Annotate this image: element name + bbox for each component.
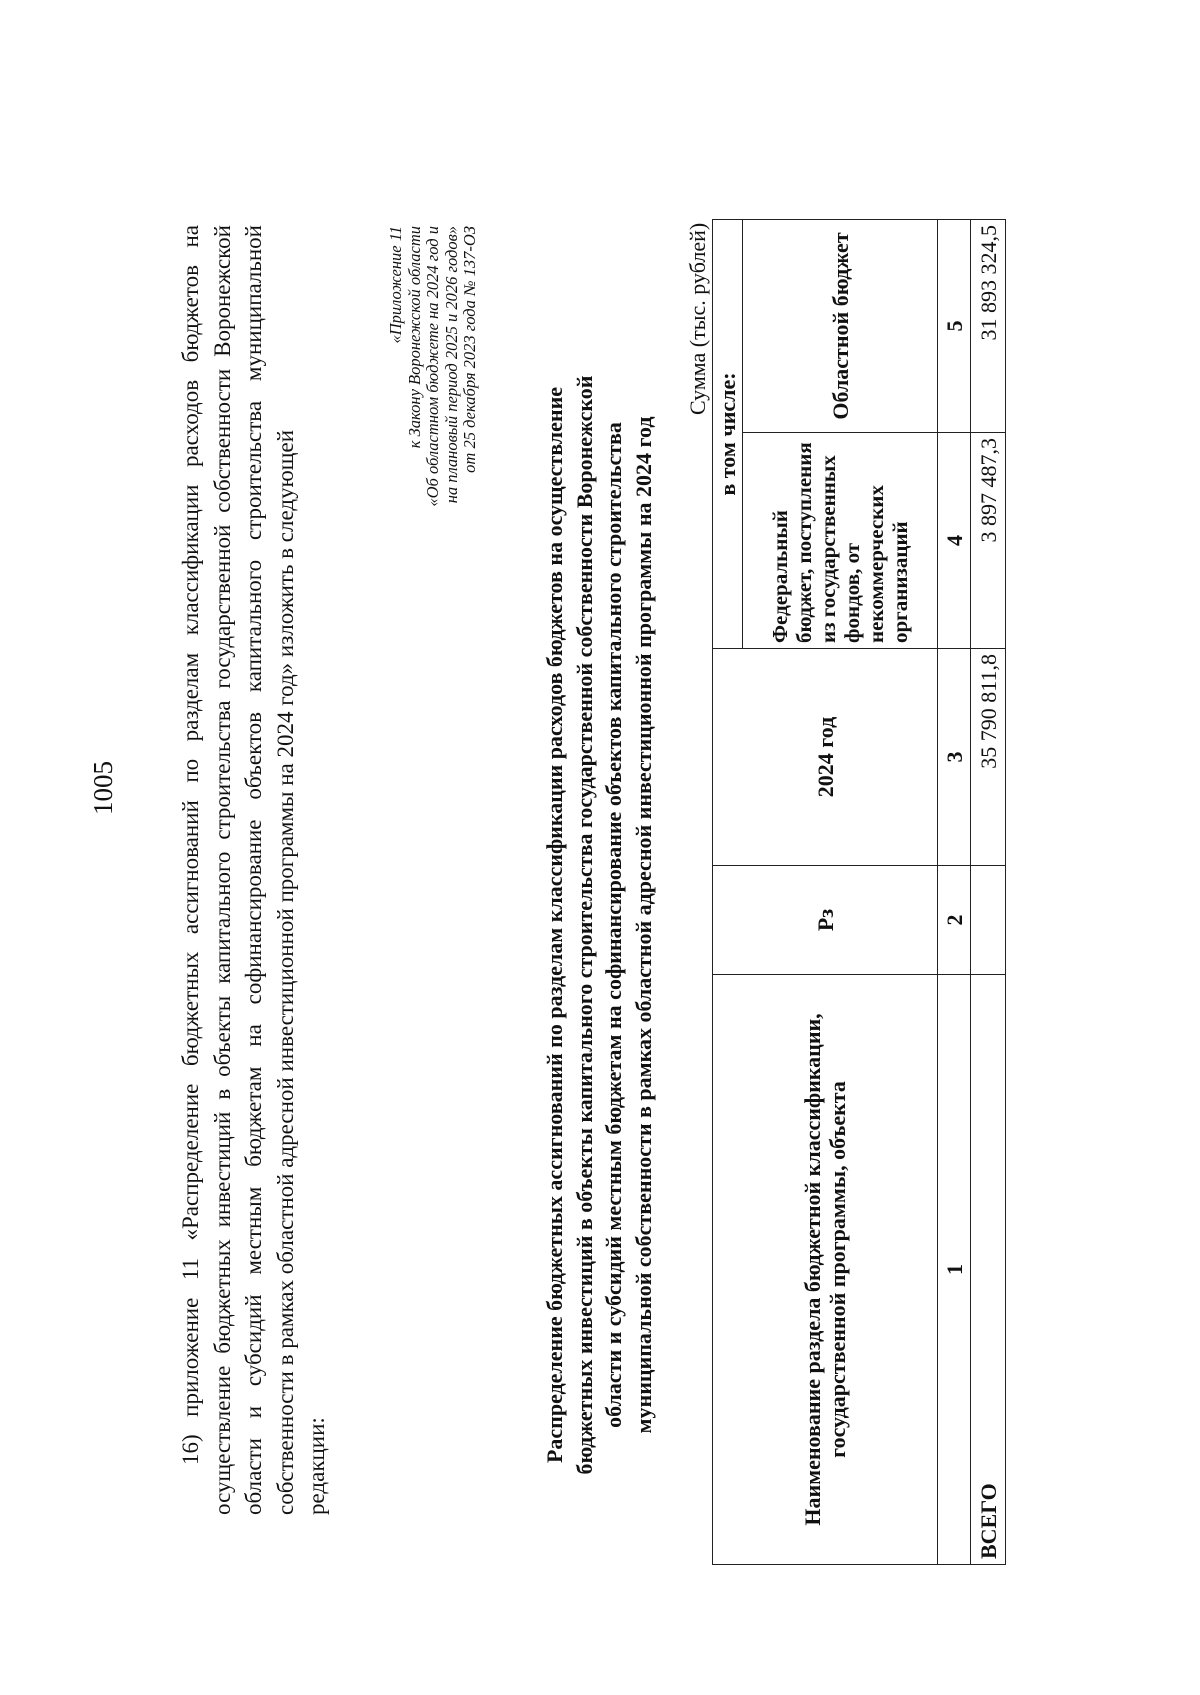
- epigraph-line: «Об областном бюджете на 2024 год и: [423, 226, 442, 507]
- title-line: области и субсидий местным бюджетам на софинансирование объектов капитального строительства: [601, 422, 626, 1428]
- title-line: бюджетных инвестиций в объекты капитального строительства государственной собственности Воронежской: [571, 375, 597, 1475]
- row-rz: [971, 866, 1006, 975]
- epigraph-line: на плановый период 2025 и 2026 годов»: [441, 226, 461, 504]
- table-row: [971, 220, 1006, 1565]
- epigraph-line: к Закону Воронежской области: [404, 226, 424, 449]
- intro-paragraph: [175, 225, 333, 1515]
- row-federal: 3 897 487,3: [971, 433, 1006, 649]
- units-label: Сумма (тыс. рублей): [685, 222, 710, 415]
- header-name: Наименование раздела бюджетной классификации, государственной программы, объекта: [713, 975, 938, 1565]
- intro-text-end: редакции:: [304, 1417, 329, 1515]
- column-number: 1: [938, 975, 971, 1565]
- intro-text: 16) приложение 11 «Распределение бюджетных ассигнований по разделам классификации расходов бюджетов на осуществление бюджетных инвестиций в объекты капитального строительства государственной собственности Воронежской области и субсидий местным бюджетам на софинансирование объектов капитального строительства муниципальной собственности в рамках областной адресной инвестиционной программы на 2024 год» изложить в следующей: [178, 225, 298, 1515]
- table-title: [540, 345, 658, 1505]
- title-line: Распределение бюджетных ассигнований по разделам классификации расходов бюджетов на осуществление: [542, 386, 567, 1464]
- column-number: 5: [938, 220, 971, 433]
- header-row: [713, 220, 743, 1565]
- column-number: 4: [938, 433, 971, 649]
- title-line: муниципальной собственности в рамках областной адресной инвестиционной программы на 2024 год: [630, 416, 656, 1434]
- header-regional: Областной бюджет: [743, 220, 938, 433]
- row-year-total: 35 790 811,8: [971, 649, 1006, 866]
- column-number-row: [938, 220, 971, 1565]
- column-number: 2: [938, 866, 971, 975]
- header-including: в том числе:: [713, 220, 743, 649]
- column-number: 3: [938, 649, 971, 866]
- header-rz: Рз: [713, 866, 938, 975]
- row-name: ВСЕГО: [971, 975, 1006, 1565]
- page-number: 1005: [88, 761, 118, 815]
- row-regional: 31 893 324,5: [971, 220, 1006, 433]
- appendix-epigraph: [387, 226, 480, 866]
- budget-table: [712, 219, 1006, 1565]
- header-year: 2024 год: [713, 649, 938, 866]
- epigraph-line: «Приложение 11: [386, 226, 405, 344]
- header-federal: Федеральный бюджет, поступления из государственных фондов, от некоммерческих организаций: [743, 433, 938, 649]
- epigraph-line: от 25 декабря 2023 года № 137-ОЗ: [460, 226, 479, 473]
